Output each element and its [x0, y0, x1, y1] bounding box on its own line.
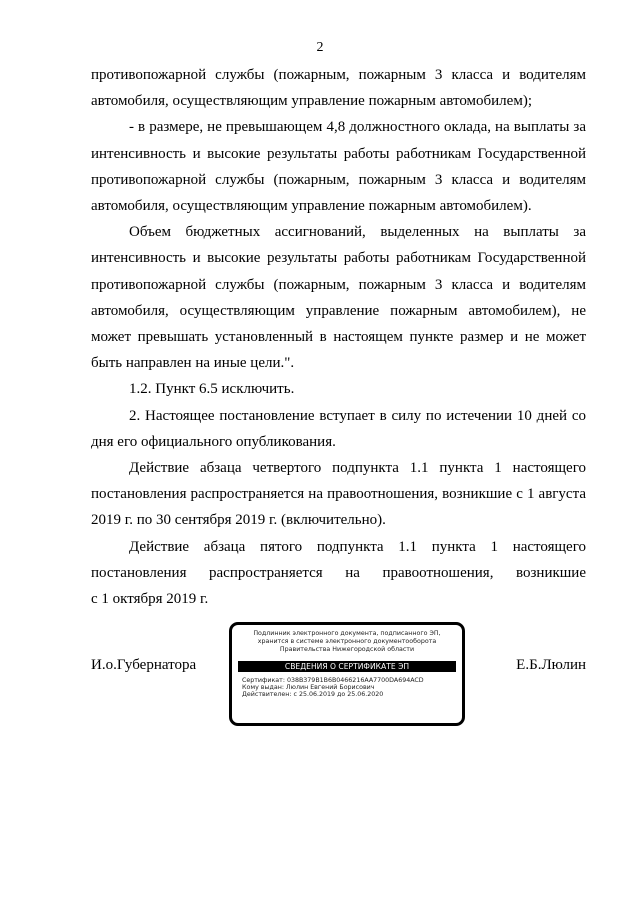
paragraph-fifth-clause-date: с 1 октября 2019 г. — [91, 591, 209, 608]
paragraph-fourth-clause-effect: Действие абзаца четвертого подпункта 1.1 пункта 1 настоящего постановления распространяется на правоотношения, возникшие с 1 августа 2019 г. по 30 сентября 2019 г. (включительно). — [91, 460, 586, 529]
stamp-header-line: Правительства Нижегородской области — [279, 646, 415, 654]
paragraph-item-1-2: 1.2. Пункт 6.5 исключить. — [129, 381, 295, 398]
paragraph-bonus-limit: - в размере, не превышающем 4,8 должностного оклада, на выплаты за интенсивность и высокие результаты работы работникам Государственной противопожарной службы (пожарным, пожарным 3 класса и водителям автомобиля, осуществляющим управление пожарным автомобилем). — [91, 119, 586, 215]
signatory-position: И.о.Губернатора — [91, 657, 197, 673]
stamp-header — [232, 630, 462, 655]
stamp-header-line: Подлинник электронного документа, подписанного ЭП, — [253, 630, 441, 637]
stamp-details — [242, 677, 462, 699]
page-number: 2 — [316, 40, 324, 55]
stamp-issued-to: Кому выдан: Люлин Евгений Борисович — [242, 684, 375, 692]
paragraph-fifth-clause-effect: Действие абзаца пятого подпункта 1.1 пункта 1 настоящего постановления распространяется на правоотношения, возникшие — [91, 538, 586, 581]
stamp-title: СВЕДЕНИЯ О СЕРТИФИКАТЕ ЭП — [238, 661, 456, 672]
stamp-validity: Действителен: с 25.06.2019 до 25.06.2020 — [242, 691, 384, 699]
paragraph-effective-date: 2. Настоящее постановление вступает в силу по истечении 10 дней со дня его официального опубликования. — [91, 407, 586, 450]
paragraph-budget-allocations: Объем бюджетных ассигнований, выделенных на выплаты за интенсивность и высокие результаты работы работникам Государственной противопожарной службы (пожарным, пожарным 3 класса и водителям автомобиля, осуществляющим управление пожарным автомобилем), не может превышать установленный в настоящем пункте размер и не может быть направлен на иные цели.". — [91, 224, 586, 372]
stamp-certificate: Сертификат: 038B379B1B6B0466216AA7700DA694ACD — [242, 676, 424, 684]
signatory-name: Е.Б.Люлин — [516, 657, 586, 673]
electronic-signature-stamp — [229, 622, 465, 726]
paragraph-continuation: противопожарной службы (пожарным, пожарным 3 класса и водителям автомобиля, осуществляющим управление пожарным автомобилем); — [91, 67, 586, 110]
document-body — [91, 62, 586, 612]
stamp-header-line: хранится в системе электронного документооборота — [257, 638, 437, 646]
